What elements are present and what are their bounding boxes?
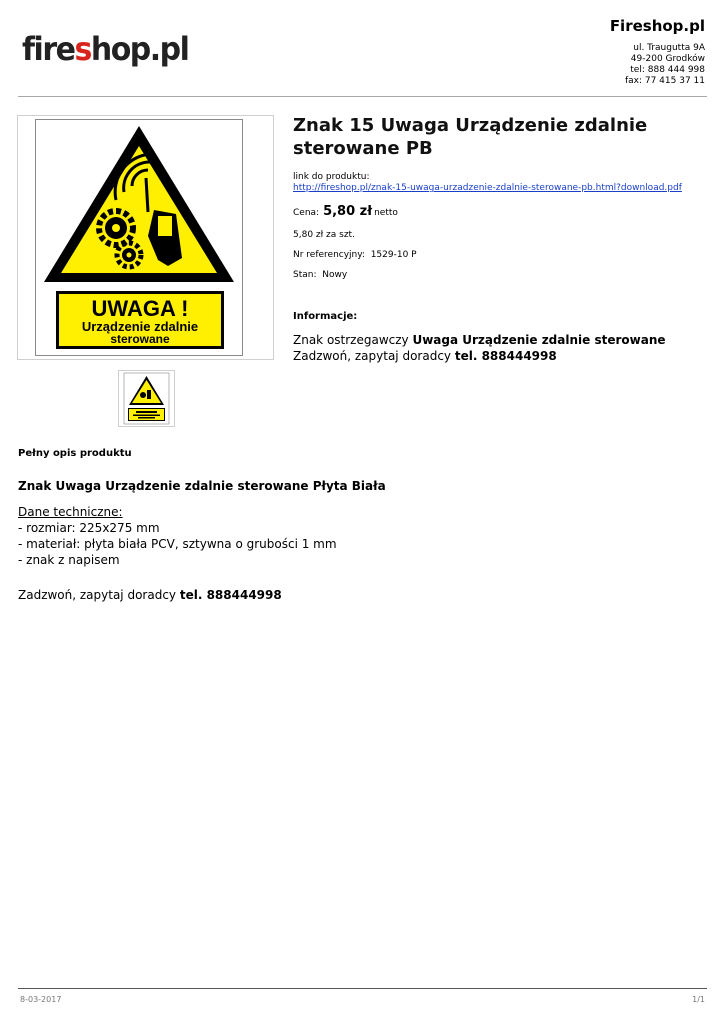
product-title: Znak 15 Uwaga Urządzenie zdalnie sterowane PB [293,115,648,159]
footer-date: 8-03-2017 [20,995,62,1004]
reference-row [293,250,417,260]
price-label: Cena: [293,208,320,218]
company-info [610,17,705,87]
info-line-1-bold: Uwaga Urządzenie zdalnie sterowane [412,333,666,347]
product-main-image[interactable] [17,115,274,360]
tech-item-size: - rozmiar: 225x275 mm [18,521,160,535]
tech-item-material: - materiał: płyta biała PCV, sztywna o grubości 1 mm [18,537,337,551]
fireshop-logo [22,30,189,69]
product-link[interactable]: http://fireshop.pl/znak-15-uwaga-urzadzenie-zdalnie-sterowane-pb.html?download.pdf [293,183,682,193]
price-row [293,204,398,219]
sign-line-2: sterowane [110,332,170,346]
company-address-city: 49-200 Grodków [630,54,705,64]
reference-value: 1529-10 P [370,250,417,260]
company-phone: tel: 888 444 998 [630,65,705,75]
sign-heading: UWAGA ! [91,296,189,321]
info-line-1 [293,333,666,347]
logo-text-suffix: hop.pl [90,30,189,69]
logo-text-prefix: fire [22,30,75,69]
price-suffix: netto [374,208,398,218]
tech-data-heading: Dane techniczne: [18,505,123,519]
info-heading: Informacje: [293,311,358,322]
tech-item-text: - znak z napisem [18,553,120,567]
condition-label: Stan: [293,270,317,280]
condition-row [293,270,347,280]
footer-divider [18,988,707,989]
reference-label: Nr referencyjny: [293,250,365,260]
sign-line-1: Urządzenie zdalnie [81,319,199,334]
header-divider [18,96,707,97]
product-thumbnail[interactable] [118,370,175,427]
description-heading: Pełny opis produktu [18,448,132,459]
description-contact-phone: tel. 888444998 [179,588,282,602]
description-contact-text: Zadzwoń, zapytaj doradcy [18,588,180,602]
price-per-unit: 5,80 zł za szt. [293,230,355,240]
condition-value: Nowy [322,270,348,280]
warning-sign [35,119,243,356]
info-line-1-text: Znak ostrzegawczy [293,333,413,347]
warning-sign-graphic [36,120,242,355]
product-link-label: link do produktu: [293,172,370,182]
description-title: Znak Uwaga Urządzenie zdalnie sterowane Płyta Biała [18,479,386,493]
price-value: 5,80 zł [323,204,373,219]
warning-sign-thumbnail-icon [119,371,174,426]
info-line-2 [293,349,557,363]
company-fax: fax: 77 415 37 11 [624,76,705,86]
company-address-street: ul. Traugutta 9A [633,43,705,53]
footer-page-number: 1/1 [692,995,705,1004]
company-name: Fireshop.pl [609,17,705,35]
info-line-2-text: Zadzwoń, zapytaj doradcy [293,349,455,363]
info-line-2-bold: tel. 888444998 [454,349,557,363]
logo-text-accent: s [74,30,91,69]
description-contact [18,588,282,602]
